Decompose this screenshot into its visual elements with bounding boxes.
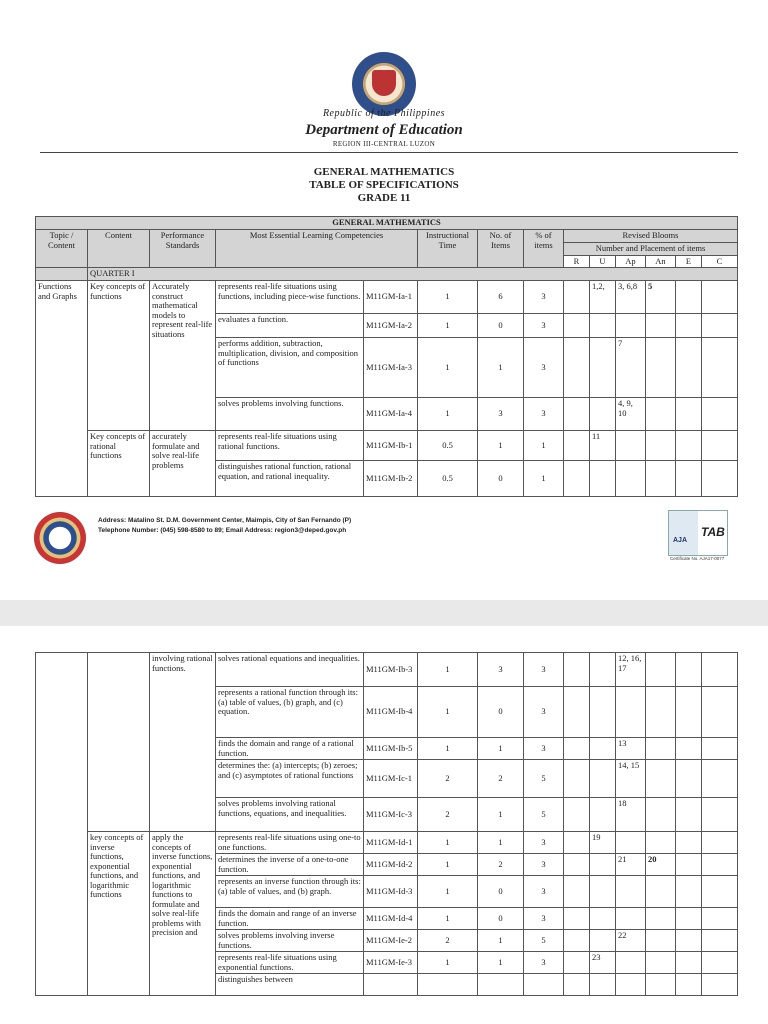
r-cell xyxy=(564,832,590,854)
badge-aja-text: AJA xyxy=(673,537,688,544)
an-cell xyxy=(646,687,676,738)
u-cell xyxy=(590,908,616,930)
r-cell xyxy=(564,930,590,952)
ap-cell xyxy=(616,314,646,338)
c-cell xyxy=(702,338,738,398)
e-cell xyxy=(676,687,702,738)
r-cell xyxy=(564,314,590,338)
topic-cell: Functions and Graphs xyxy=(36,281,88,497)
code-cell xyxy=(364,974,418,996)
c-cell xyxy=(702,653,738,687)
c-cell xyxy=(702,798,738,832)
r-cell xyxy=(564,952,590,974)
r-cell xyxy=(564,281,590,314)
pct-cell: 3 xyxy=(524,876,564,908)
c-cell xyxy=(702,854,738,876)
e-cell xyxy=(676,974,702,996)
code-cell: M11GM-Ib-3 xyxy=(364,653,418,687)
r-cell xyxy=(564,398,590,431)
items-cell: 3 xyxy=(478,398,524,431)
pct-cell: 3 xyxy=(524,854,564,876)
time-cell xyxy=(418,974,478,996)
an-cell xyxy=(646,338,676,398)
pct-cell: 1 xyxy=(524,431,564,461)
c-cell xyxy=(702,908,738,930)
an-cell xyxy=(646,798,676,832)
code-cell: M11GM-Ib-1 xyxy=(364,431,418,461)
an-cell xyxy=(646,930,676,952)
ap-cell: 22 xyxy=(616,930,646,952)
content-cell-blank xyxy=(88,653,150,832)
page-2-rows xyxy=(36,653,738,996)
time-cell: 1 xyxy=(418,952,478,974)
col-content-header: Content xyxy=(88,230,150,268)
melc-cell: represents real-life situations using rational functions. xyxy=(216,431,364,461)
region-label: REGION III-CENTRAL LUZON xyxy=(332,140,436,148)
col-topic-header: Topic / Content xyxy=(36,230,88,268)
topic-cell-blank xyxy=(36,653,88,996)
time-cell: 2 xyxy=(418,930,478,952)
ap-cell: 21 xyxy=(616,854,646,876)
an-cell xyxy=(646,653,676,687)
u-cell xyxy=(590,398,616,431)
quarter-spacer xyxy=(36,268,88,281)
footer-address-block xyxy=(98,516,351,536)
melc-cell: represents an inverse function through its: (a) table of values, and (b) graph. xyxy=(216,876,364,908)
c-cell xyxy=(702,738,738,760)
pct-cell: 5 xyxy=(524,760,564,798)
pct-cell: 3 xyxy=(524,832,564,854)
ap-cell xyxy=(616,908,646,930)
time-cell: 1 xyxy=(418,876,478,908)
u-cell xyxy=(590,930,616,952)
time-cell: 1 xyxy=(418,908,478,930)
footer-phone: Telephone Number: (045) 598-8580 to 89; Email Address: region3@deped.gov.ph xyxy=(98,527,347,534)
items-cell: 0 xyxy=(478,314,524,338)
col-blooms-header: Revised Blooms xyxy=(564,230,738,243)
table-row xyxy=(36,832,738,854)
melc-cell: evaluates a function. xyxy=(216,314,364,338)
tos-table-page-2 xyxy=(35,652,738,996)
u-cell xyxy=(590,461,616,497)
doc-subtitle: TABLE OF SPECIFICATIONS xyxy=(309,179,459,191)
e-cell xyxy=(676,398,702,431)
code-cell: M11GM-Ia-4 xyxy=(364,398,418,431)
pct-cell xyxy=(524,974,564,996)
ap-cell: 14, 15 xyxy=(616,760,646,798)
melc-cell: performs addition, subtraction, multiplication, division, and composition of functions xyxy=(216,338,364,398)
items-cell: 1 xyxy=(478,930,524,952)
content-cell: key concepts of inverse functions, exponential functions, and logarithmic functions xyxy=(88,832,150,996)
e-cell xyxy=(676,930,702,952)
melc-cell: distinguishes between xyxy=(216,974,364,996)
pct-cell: 1 xyxy=(524,461,564,497)
ap-cell: 13 xyxy=(616,738,646,760)
time-cell: 1 xyxy=(418,832,478,854)
u-cell xyxy=(590,738,616,760)
pct-cell: 3 xyxy=(524,687,564,738)
items-cell: 6 xyxy=(478,281,524,314)
items-cell: 2 xyxy=(478,854,524,876)
u-cell xyxy=(590,760,616,798)
time-cell: 1 xyxy=(418,338,478,398)
melc-cell: determines the inverse of a one-to-one function. xyxy=(216,854,364,876)
time-cell: 2 xyxy=(418,760,478,798)
department-label: Department of Education xyxy=(305,122,463,138)
time-cell: 1 xyxy=(418,738,478,760)
melc-cell: solves problems involving inverse functions. xyxy=(216,930,364,952)
e-cell xyxy=(676,281,702,314)
u-cell xyxy=(590,798,616,832)
c-cell xyxy=(702,431,738,461)
items-cell: 1 xyxy=(478,952,524,974)
col-an-header: An xyxy=(646,255,676,268)
col-items-header: No. of Items xyxy=(478,230,524,268)
e-cell xyxy=(676,952,702,974)
melc-cell: distinguishes rational function, rational equation, and rational inequality. xyxy=(216,461,364,497)
c-cell xyxy=(702,974,738,996)
melc-cell: determines the: (a) intercepts; (b) zeroes; and (c) asymptotes of rational functions xyxy=(216,760,364,798)
r-cell xyxy=(564,338,590,398)
footer-address: Address: Matalino St. D.M. Government Center, Maimpis, City of San Fernando (P) xyxy=(98,517,352,524)
c-cell xyxy=(702,398,738,431)
items-cell: 1 xyxy=(478,798,524,832)
items-cell: 3 xyxy=(478,653,524,687)
an-cell xyxy=(646,738,676,760)
r-cell xyxy=(564,908,590,930)
melc-cell: solves rational equations and inequalities. xyxy=(216,653,364,687)
ap-cell xyxy=(616,974,646,996)
pct-cell: 3 xyxy=(524,314,564,338)
melc-cell: represents real-life situations using one-to one functions. xyxy=(216,832,364,854)
ap-cell xyxy=(616,431,646,461)
table-row xyxy=(36,653,738,687)
r-cell xyxy=(564,798,590,832)
table-row xyxy=(36,281,738,314)
pct-cell: 3 xyxy=(524,908,564,930)
doc-grade: GRADE 11 xyxy=(357,192,411,204)
items-cell: 0 xyxy=(478,908,524,930)
melc-cell: solves problems involving rational functions, equations, and inequalities. xyxy=(216,798,364,832)
u-cell xyxy=(590,876,616,908)
col-perf-header: Performance Standards xyxy=(150,230,216,268)
ap-cell: 3, 6,8 xyxy=(616,281,646,314)
ap-cell: 12, 16, 17 xyxy=(616,653,646,687)
certificate-number: Certificate No. AJA17-0077 xyxy=(670,556,725,561)
time-cell: 2 xyxy=(418,798,478,832)
c-cell xyxy=(702,832,738,854)
quarter-label: QUARTER I xyxy=(88,268,738,281)
tos-table-page-1 xyxy=(35,216,738,497)
c-cell xyxy=(702,760,738,798)
performance-cell: Accurately construct mathematical models to represent real-life situations xyxy=(150,281,216,431)
an-cell xyxy=(646,398,676,431)
col-time-header: Instructional Time xyxy=(418,230,478,268)
melc-cell: solves problems involving functions. xyxy=(216,398,364,431)
melc-cell: represents real-life situations using exponential functions. xyxy=(216,952,364,974)
items-cell xyxy=(478,974,524,996)
table-row xyxy=(36,431,738,461)
c-cell xyxy=(702,687,738,738)
aja-tab-certification-logo xyxy=(668,510,728,556)
col-pct-header: % of items xyxy=(524,230,564,268)
code-cell: M11GM-Id-2 xyxy=(364,854,418,876)
time-cell: 1 xyxy=(418,653,478,687)
e-cell xyxy=(676,832,702,854)
pct-cell: 5 xyxy=(524,930,564,952)
e-cell xyxy=(676,338,702,398)
items-cell: 1 xyxy=(478,338,524,398)
code-cell: M11GM-Ib-5 xyxy=(364,738,418,760)
region3-seal-logo xyxy=(34,512,86,564)
pct-cell: 3 xyxy=(524,338,564,398)
r-cell xyxy=(564,876,590,908)
u-cell: 19 xyxy=(590,832,616,854)
col-ap-header: Ap xyxy=(616,255,646,268)
ap-cell: 4, 9, 10 xyxy=(616,398,646,431)
deped-seal-logo xyxy=(352,52,416,116)
an-cell xyxy=(646,461,676,497)
an-cell xyxy=(646,832,676,854)
code-cell: M11GM-Ie-3 xyxy=(364,952,418,974)
e-cell xyxy=(676,461,702,497)
u-cell xyxy=(590,338,616,398)
an-cell xyxy=(646,314,676,338)
code-cell: M11GM-Id-1 xyxy=(364,832,418,854)
col-placement-header: Number and Placement of items xyxy=(564,243,738,256)
u-cell: 23 xyxy=(590,952,616,974)
performance-cell: accurately formulate and solve real-life problems xyxy=(150,431,216,497)
r-cell xyxy=(564,687,590,738)
performance-cell: apply the concepts of inverse functions, exponential functions, and logarithmic functions to formulate and solve real-life problems with precision and xyxy=(150,832,216,996)
r-cell xyxy=(564,738,590,760)
code-cell: M11GM-Id-3 xyxy=(364,876,418,908)
c-cell xyxy=(702,952,738,974)
time-cell: 1 xyxy=(418,854,478,876)
an-cell xyxy=(646,431,676,461)
e-cell xyxy=(676,653,702,687)
items-cell: 0 xyxy=(478,876,524,908)
u-cell xyxy=(590,653,616,687)
items-cell: 1 xyxy=(478,738,524,760)
items-cell: 2 xyxy=(478,760,524,798)
r-cell xyxy=(564,974,590,996)
code-cell: M11GM-Ia-1 xyxy=(364,281,418,314)
ap-cell xyxy=(616,952,646,974)
e-cell xyxy=(676,854,702,876)
melc-cell: represents a rational function through its: (a) table of values, (b) graph, and (c) equation. xyxy=(216,687,364,738)
time-cell: 1 xyxy=(418,398,478,431)
r-cell xyxy=(564,461,590,497)
e-cell xyxy=(676,314,702,338)
e-cell xyxy=(676,908,702,930)
r-cell xyxy=(564,854,590,876)
republic-label: Republic of the Philippines xyxy=(322,108,446,119)
time-cell: 0.5 xyxy=(418,461,478,497)
code-cell: M11GM-Id-4 xyxy=(364,908,418,930)
e-cell xyxy=(676,738,702,760)
pct-cell: 3 xyxy=(524,398,564,431)
c-cell xyxy=(702,314,738,338)
u-cell xyxy=(590,687,616,738)
page-1-rows xyxy=(36,281,738,497)
melc-cell: finds the domain and range of an inverse function. xyxy=(216,908,364,930)
code-cell: M11GM-Ib-2 xyxy=(364,461,418,497)
u-cell xyxy=(590,854,616,876)
col-r-header: R xyxy=(564,255,590,268)
header-divider xyxy=(40,152,738,153)
items-cell: 1 xyxy=(478,832,524,854)
e-cell xyxy=(676,760,702,798)
an-cell xyxy=(646,760,676,798)
an-cell xyxy=(646,876,676,908)
col-e-header: E xyxy=(676,255,702,268)
items-cell: 0 xyxy=(478,461,524,497)
r-cell xyxy=(564,760,590,798)
e-cell xyxy=(676,798,702,832)
time-cell: 1 xyxy=(418,687,478,738)
badge-tab-text: TAB xyxy=(701,525,725,539)
pct-cell: 3 xyxy=(524,738,564,760)
pct-cell: 3 xyxy=(524,653,564,687)
u-cell: 11 xyxy=(590,431,616,461)
melc-cell: represents real-life situations using functions, including piece-wise functions. xyxy=(216,281,364,314)
pct-cell: 3 xyxy=(524,952,564,974)
ap-cell xyxy=(616,876,646,908)
col-u-header: U xyxy=(590,255,616,268)
e-cell xyxy=(676,876,702,908)
an-cell: 5 xyxy=(646,281,676,314)
an-cell xyxy=(646,974,676,996)
c-cell xyxy=(702,930,738,952)
time-cell: 1 xyxy=(418,314,478,338)
performance-cell: involving rational functions. xyxy=(150,653,216,832)
ap-cell xyxy=(616,687,646,738)
items-cell: 0 xyxy=(478,687,524,738)
an-cell xyxy=(646,952,676,974)
an-cell xyxy=(646,908,676,930)
code-cell: M11GM-Ia-3 xyxy=(364,338,418,398)
items-cell: 1 xyxy=(478,431,524,461)
pct-cell: 5 xyxy=(524,798,564,832)
ap-cell xyxy=(616,461,646,497)
ap-cell: 18 xyxy=(616,798,646,832)
u-cell: 1,2, xyxy=(590,281,616,314)
an-cell: 20 xyxy=(646,854,676,876)
content-cell: Key concepts of rational functions xyxy=(88,431,150,497)
melc-cell: finds the domain and range of a rational function. xyxy=(216,738,364,760)
time-cell: 1 xyxy=(418,281,478,314)
code-cell: M11GM-Ib-4 xyxy=(364,687,418,738)
doc-title: GENERAL MATHEMATICS xyxy=(313,166,455,178)
col-melc-header: Most Essential Learning Competencies xyxy=(216,230,418,268)
time-cell: 0.5 xyxy=(418,431,478,461)
r-cell xyxy=(564,431,590,461)
content-cell: Key concepts of functions xyxy=(88,281,150,431)
code-cell: M11GM-Ic-3 xyxy=(364,798,418,832)
pct-cell: 3 xyxy=(524,281,564,314)
table-banner: GENERAL MATHEMATICS xyxy=(36,217,738,230)
u-cell xyxy=(590,974,616,996)
c-cell xyxy=(702,281,738,314)
code-cell: M11GM-Ie-2 xyxy=(364,930,418,952)
ap-cell: 7 xyxy=(616,338,646,398)
code-cell: M11GM-Ia-2 xyxy=(364,314,418,338)
ap-cell xyxy=(616,832,646,854)
code-cell: M11GM-Ic-1 xyxy=(364,760,418,798)
col-c-header: C xyxy=(702,255,738,268)
e-cell xyxy=(676,431,702,461)
c-cell xyxy=(702,461,738,497)
u-cell xyxy=(590,314,616,338)
c-cell xyxy=(702,876,738,908)
r-cell xyxy=(564,653,590,687)
